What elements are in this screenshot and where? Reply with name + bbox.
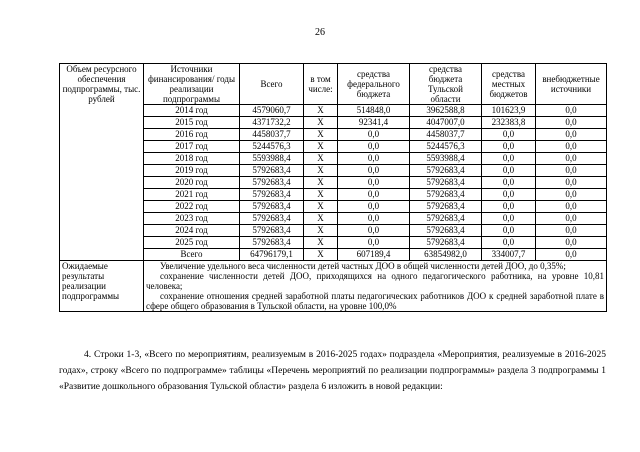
table-header-row	[60, 64, 607, 105]
cell-extra: 0,0	[536, 189, 607, 201]
cell-regional: 4458037,7	[410, 129, 482, 141]
cell-extra: 0,0	[536, 141, 607, 153]
cell-extra: 0,0	[536, 249, 607, 261]
cell-local: 232383,8	[482, 117, 536, 129]
cell-regional: 5792683,4	[410, 237, 482, 249]
cell-regional: 5792683,4	[410, 213, 482, 225]
cell-federal: 0,0	[338, 141, 410, 153]
cell-extra: 0,0	[536, 177, 607, 189]
cell-regional: 5244576,3	[410, 141, 482, 153]
cell-local: 101623,9	[482, 105, 536, 117]
cell-extra: 0,0	[536, 237, 607, 249]
cell-federal: 0,0	[338, 201, 410, 213]
cell-local: 0,0	[482, 153, 536, 165]
cell-x: Х	[304, 189, 338, 201]
cell-extra: 0,0	[536, 153, 607, 165]
cell-year: 2022 год	[144, 201, 240, 213]
cell-local: 0,0	[482, 189, 536, 201]
cell-local: 334007,7	[482, 249, 536, 261]
cell-local: 0,0	[482, 237, 536, 249]
cell-regional: 5593988,4	[410, 153, 482, 165]
expected-result-item: сохранение отношения средней заработной платы педагогических работников ДОО к средней заработной плате в сфере общего образования в Тульской области, на уровне 100,0%	[146, 291, 604, 311]
cell-extra: 0,0	[536, 165, 607, 177]
cell-year: 2021 год	[144, 189, 240, 201]
cell-extra: 0,0	[536, 117, 607, 129]
cell-x: Х	[304, 153, 338, 165]
cell-local: 0,0	[482, 201, 536, 213]
cell-regional: 4047007,0	[410, 117, 482, 129]
cell-total: 5593988,4	[240, 153, 304, 165]
cell-federal: 0,0	[338, 165, 410, 177]
cell-local: 0,0	[482, 213, 536, 225]
cell-local: 0,0	[482, 165, 536, 177]
cell-regional: 3962588,8	[410, 105, 482, 117]
cell-year: 2023 год	[144, 213, 240, 225]
cell-x: Х	[304, 237, 338, 249]
cell-federal: 607189,4	[338, 249, 410, 261]
cell-year: 2017 год	[144, 141, 240, 153]
expected-results-cell	[144, 261, 607, 312]
cell-total: 4371732,2	[240, 117, 304, 129]
expected-result-item: сохранение численности детей ДОО, приходящихся на одного педагогического работника, на уровне 10,81 человека;	[146, 271, 604, 291]
cell-x: Х	[304, 201, 338, 213]
row-label-expected: Ожидаемые результаты реализации подпрограммы	[60, 261, 144, 312]
cell-total: 5792683,4	[240, 177, 304, 189]
cell-total: 5792683,4	[240, 237, 304, 249]
cell-total: 5792683,4	[240, 213, 304, 225]
cell-regional: 5792683,4	[410, 177, 482, 189]
cell-regional: 63854982,0	[410, 249, 482, 261]
header-sources: Источники финансирования/ годы реализации подпрограммы	[144, 64, 240, 105]
cell-local: 0,0	[482, 225, 536, 237]
page-number: 26	[315, 27, 325, 38]
cell-local: 0,0	[482, 177, 536, 189]
cell-extra: 0,0	[536, 213, 607, 225]
cell-x: Х	[304, 117, 338, 129]
cell-total: 5792683,4	[240, 201, 304, 213]
cell-x: Х	[304, 225, 338, 237]
resource-table	[59, 63, 607, 312]
cell-regional: 5792683,4	[410, 225, 482, 237]
cell-extra: 0,0	[536, 129, 607, 141]
cell-federal: 0,0	[338, 153, 410, 165]
cell-extra: 0,0	[536, 201, 607, 213]
cell-extra: 0,0	[536, 225, 607, 237]
cell-total: 4458037,7	[240, 129, 304, 141]
cell-local: 0,0	[482, 129, 536, 141]
header-total: Всего	[240, 64, 304, 105]
row-label-resources: Объем ресурсного обеспечения подпрограммы, тыс. рублей	[60, 64, 144, 261]
cell-federal: 0,0	[338, 213, 410, 225]
body-paragraph: 4. Строки 1-3, «Всего по мероприятиям, реализуемым в 2016-2025 годах» подраздела «Мероприятия, реализуемые в 2016-2025 годах», строку «Всего по подпрограмме» таблицы «Перечень мероприятий по реализации подпрограммы» раздела 3 подпрограммы 1 «Развитие дошкольного образования Тульской области» раздела 6 изложить в новой редакции:	[59, 350, 606, 392]
cell-total: 5792683,4	[240, 189, 304, 201]
header-federal: средства федерального бюджета	[338, 64, 410, 105]
header-local: средства местных бюджетов	[482, 64, 536, 105]
cell-total: 4579060,7	[240, 105, 304, 117]
cell-year: 2024 год	[144, 225, 240, 237]
cell-regional: 5792683,4	[410, 189, 482, 201]
cell-x: Х	[304, 249, 338, 261]
cell-federal: 0,0	[338, 225, 410, 237]
cell-year: 2020 год	[144, 177, 240, 189]
cell-extra: 0,0	[536, 105, 607, 117]
header-extra: внебюджетные источники	[536, 64, 607, 105]
cell-x: Х	[304, 165, 338, 177]
cell-local: 0,0	[482, 141, 536, 153]
cell-regional: 5792683,4	[410, 201, 482, 213]
cell-year: 2015 год	[144, 117, 240, 129]
cell-federal: 514848,0	[338, 105, 410, 117]
cell-x: Х	[304, 177, 338, 189]
cell-federal: 0,0	[338, 177, 410, 189]
cell-x: Х	[304, 213, 338, 225]
cell-year: 2014 год	[144, 105, 240, 117]
cell-total: 5792683,4	[240, 225, 304, 237]
cell-federal: 0,0	[338, 189, 410, 201]
cell-regional: 5792683,4	[410, 165, 482, 177]
cell-federal: 0,0	[338, 129, 410, 141]
cell-year: 2018 год	[144, 153, 240, 165]
expected-results-row	[60, 261, 607, 312]
cell-year: Всего	[144, 249, 240, 261]
cell-x: Х	[304, 105, 338, 117]
cell-year: 2025 год	[144, 237, 240, 249]
cell-year: 2019 год	[144, 165, 240, 177]
cell-year: 2016 год	[144, 129, 240, 141]
cell-total: 5244576,3	[240, 141, 304, 153]
expected-result-item: Увеличение удельного веса численности детей частных ДОО в общей численности детей ДОО, до 0,35%;	[160, 261, 566, 271]
cell-x: Х	[304, 129, 338, 141]
cell-federal: 0,0	[338, 237, 410, 249]
header-regional: средства бюджета Тульской области	[410, 64, 482, 105]
cell-total: 5792683,4	[240, 165, 304, 177]
cell-total: 64796179,1	[240, 249, 304, 261]
cell-x: Х	[304, 141, 338, 153]
header-including: в том числе:	[304, 64, 338, 105]
cell-federal: 92341,4	[338, 117, 410, 129]
